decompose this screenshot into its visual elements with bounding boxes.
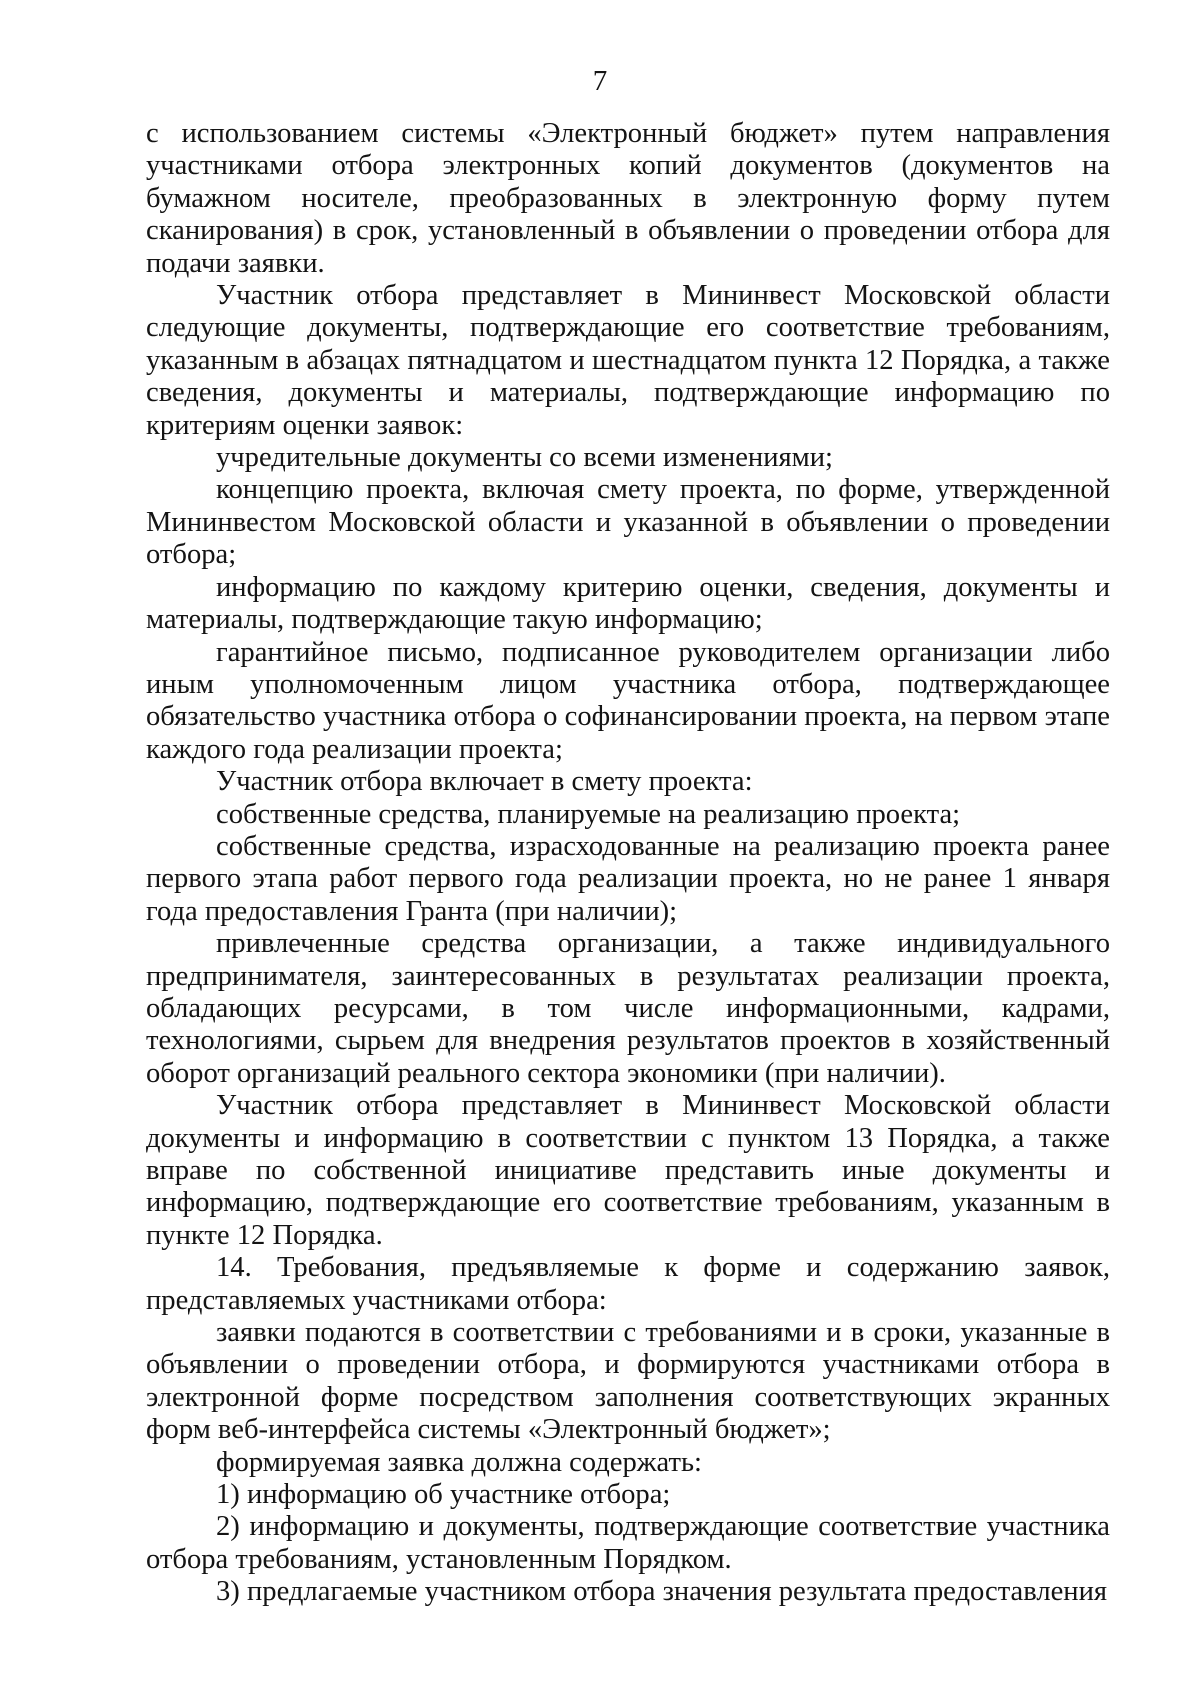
paragraph: Участник отбора включает в смету проекта: [216, 766, 753, 798]
section-heading-14: 14. Требования, предъявляемые к форме и содержанию заявок, представляемых участниками отбора: [146, 1252, 1110, 1316]
list-item: 3) предлагаемые участником отбора значения результата предоставления [216, 1576, 1108, 1608]
paragraph: информацию по каждому критерию оценки, сведения, документы и материалы, подтверждающие такую информацию; [146, 571, 1110, 636]
paragraph: концепцию проекта, включая смету проекта, по форме, утвержденной Мининвестом Московской области и указанной в объявлении о проведении отбора; [146, 474, 1110, 571]
paragraph: собственные средства, израсходованные на реализацию проекта ранее первого этапа работ первого года реализации проекта, но не ранее 1 января года предоставления Гранта (при наличии); [146, 830, 1110, 927]
paragraph: привлеченные средства организации, а также индивидуального предпринимателя, заинтересованных в результатах реализации проекта, обладающих ресурсами, в том числе информационными, кадрами, технологиями, сырьем для внедрения результатов проектов в хозяйственный оборот организаций реального сектора экономики (при наличии). [146, 928, 1110, 1089]
paragraph: собственные средства, планируемые на реализацию проекта; [216, 798, 961, 830]
paragraph: учредительные документы со всеми изменениями; [216, 442, 833, 474]
paragraph: гарантийное письмо, подписанное руководителем организации либо иным уполномоченным лицом участника отбора, подтверждающее обязательство участника отбора о софинансировании проекта, на первом этапе каждого года реализации проекта; [146, 636, 1110, 765]
paragraph: заявки подаются в соответствии с требованиями и в сроки, указанные в объявлении о проведении отбора, и формируются участниками отбора в электронной форме посредством заполнения соответствующих экранных форм веб-интерфейса системы «Электронный бюджет»; [146, 1317, 1110, 1446]
paragraph: Участник отбора представляет в Мининвест Московской области документы и информацию в соответствии с пунктом 13 Порядка, а также вправе по собственной инициативе представить иные документы и информацию, подтверждающие его соответствие требованиям, указанным в пункте 12 Порядка. [146, 1090, 1110, 1251]
paragraph: Участник отбора представляет в Мининвест Московской области следующие документы, подтверждающие его соответствие требованиям, указанным в абзацах пятнадцатом и шестнадцатом пункта 12 Порядка, а также сведения, документы и материалы, подтверждающие информацию по критериям оценки заявок: [146, 280, 1110, 441]
paragraph: с использованием системы «Электронный бюджет» путем направления участниками отбора электронных копий документов (документов на бумажном носителе, преобразованных в электронную форму путем сканирования) в срок, установленный в объявлении о проведении отбора для подачи заявки. [146, 118, 1110, 279]
document-body [146, 118, 1110, 1609]
page-number: 7 [592, 65, 608, 97]
list-item: 2) информацию и документы, подтверждающие соответствие участника отбора требованиям, установленным Порядком. [146, 1511, 1110, 1575]
list-item: 1) информацию об участнике отбора; [216, 1479, 671, 1511]
paragraph: формируемая заявка должна содержать: [216, 1446, 702, 1478]
